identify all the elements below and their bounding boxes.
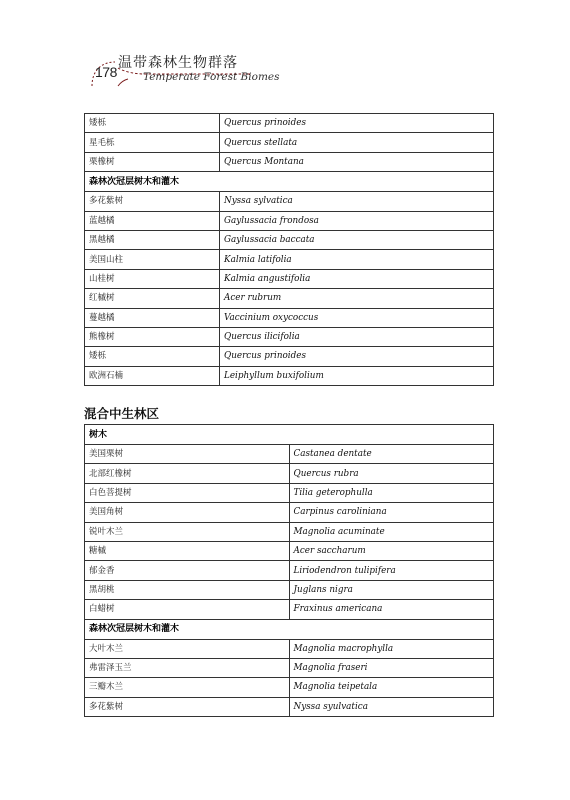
book-title-chinese: 温带森林生物群落 [118,55,238,71]
common-name-cell: 白色菩提树 [85,483,290,502]
common-name-cell: 蔓越橘 [85,308,220,327]
table-section-row [85,172,494,192]
common-name-cell: 欧洲石楠 [85,366,220,385]
common-name-cell: 锐叶木兰 [85,522,290,541]
scientific-name-cell: Magnolia acuminate [289,522,494,541]
scientific-name-cell: Magnolia fraseri [289,658,494,677]
table-row [85,503,494,522]
table-row [85,327,494,346]
table-row [85,289,494,308]
table-section-row [85,619,494,639]
scientific-name-cell: Gaylussacia baccata [220,230,494,249]
species-table-1 [84,113,494,386]
common-name-cell: 黑胡桃 [85,580,290,599]
scientific-name-cell: Acer rubrum [220,289,494,308]
scientific-name-cell: Magnolia macrophylla [289,639,494,658]
table-row [85,211,494,230]
common-name-cell: 大叶木兰 [85,639,290,658]
table-row [85,580,494,599]
common-name-cell: 北部红橡树 [85,464,290,483]
common-name-cell: 多花紫树 [85,697,290,716]
table-row [85,114,494,133]
common-name-cell: 矮栎 [85,114,220,133]
scientific-name-cell: Quercus rubra [289,464,494,483]
scientific-name-cell: Tilia geterophulla [289,483,494,502]
scientific-name-cell: Quercus prinoides [220,347,494,366]
scientific-name-cell: Nyssa syulvatica [289,697,494,716]
scientific-name-cell: Acer saccharum [289,541,494,560]
table-row [85,445,494,464]
table-row [85,600,494,619]
table-row [85,522,494,541]
common-name-cell: 三瓣木兰 [85,678,290,697]
scientific-name-cell: Quercus Montana [220,152,494,171]
scientific-name-cell: Juglans nigra [289,580,494,599]
table-row [85,464,494,483]
table-row [85,347,494,366]
section-label: 树木 [85,425,494,445]
common-name-cell: 山桂树 [85,269,220,288]
book-title-english: Temperate Forest Biomes [143,71,280,83]
scientific-name-cell: Leiphyllum buxifolium [220,366,494,385]
scientific-name-cell: Kalmia angustifolia [220,269,494,288]
common-name-cell: 美国角树 [85,503,290,522]
scientific-name-cell: Magnolia teipetala [289,678,494,697]
common-name-cell: 星毛栎 [85,133,220,152]
species-table-2 [84,424,494,717]
table-row [85,639,494,658]
scientific-name-cell: Quercus stellata [220,133,494,152]
page-header [0,0,570,100]
header-ornament [0,0,570,100]
table-row [85,678,494,697]
section-heading: 混合中生林区 [84,406,160,421]
common-name-cell: 黑越橘 [85,230,220,249]
common-name-cell: 多花紫树 [85,192,220,211]
common-name-cell: 美国山柱 [85,250,220,269]
common-name-cell: 红槭树 [85,289,220,308]
common-name-cell: 郁金香 [85,561,290,580]
common-name-cell: 栗橡树 [85,152,220,171]
table-row [85,133,494,152]
scientific-name-cell: Fraxinus americana [289,600,494,619]
scientific-name-cell: Liriodendron tulipifera [289,561,494,580]
table-row [85,483,494,502]
common-name-cell: 白蜡树 [85,600,290,619]
scientific-name-cell: Carpinus caroliniana [289,503,494,522]
scientific-name-cell: Nyssa sylvatica [220,192,494,211]
common-name-cell: 美国栗树 [85,445,290,464]
scientific-name-cell: Quercus prinoides [220,114,494,133]
table-row [85,541,494,560]
common-name-cell: 糖槭 [85,541,290,560]
table-row [85,269,494,288]
common-name-cell: 蓝越橘 [85,211,220,230]
table-row [85,658,494,677]
table-row [85,192,494,211]
table-row [85,250,494,269]
section-label: 森林次冠层树木和灌木 [85,172,494,192]
table-row [85,152,494,171]
scientific-name-cell: Quercus ilicifolia [220,327,494,346]
scientific-name-cell: Gaylussacia frondosa [220,211,494,230]
scientific-name-cell: Vaccinium oxycoccus [220,308,494,327]
table-row [85,230,494,249]
table-section-row [85,425,494,445]
common-name-cell: 弗雷泽玉兰 [85,658,290,677]
page-number: 178 [95,64,117,80]
table-row [85,561,494,580]
common-name-cell: 矮栎 [85,347,220,366]
section-label: 森林次冠层树木和灌木 [85,619,494,639]
common-name-cell: 熊橡树 [85,327,220,346]
table-row [85,366,494,385]
table-row [85,308,494,327]
scientific-name-cell: Kalmia latifolia [220,250,494,269]
table-row [85,697,494,716]
scientific-name-cell: Castanea dentate [289,445,494,464]
